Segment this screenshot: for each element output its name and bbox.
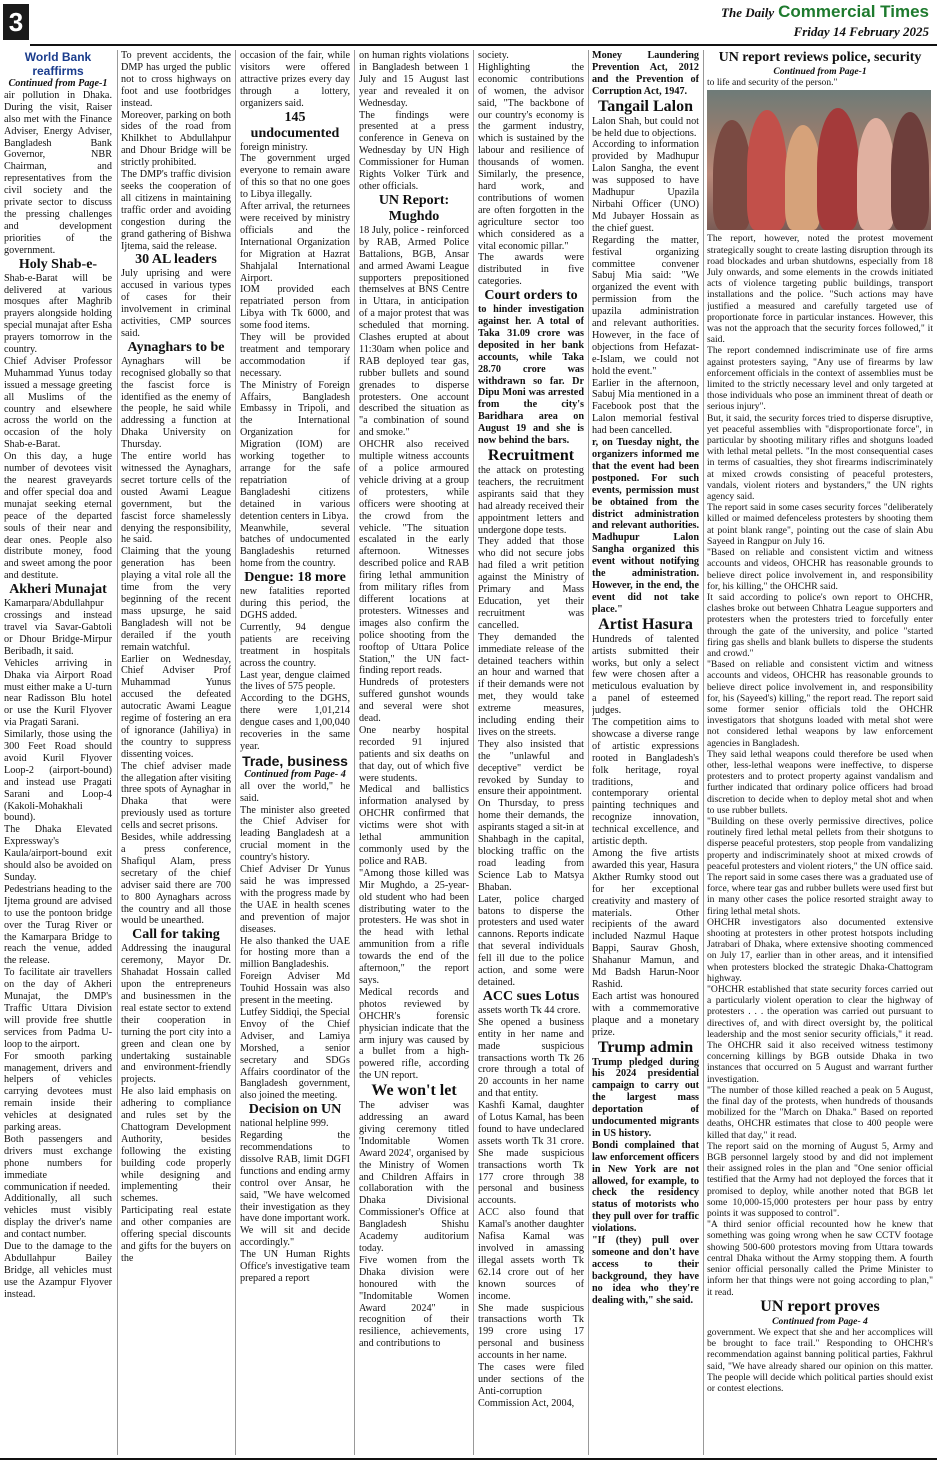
paragraph: Vehicles arriving in Dhaka via Airport Road must either make a U-turn near Radisson Blu hotel or use the Kuril Flyover via Pragati Sarani. [4,657,112,729]
paragraph: "If (they) pull over someone and don't have access to their background, they have no idea who they're dealing with," she said. [592,1235,699,1306]
paragraph: ACC also found that Kamal's another daughter Nafisa Kamal was involved in amassing illegal assets worth Tk 62.14 crore out of her known sources of income. [478,1207,584,1302]
paragraph: occasion of the fair, while visitors were offered attractive prizes every day through a lottery, organizers said. [240,50,350,109]
paragraph: "Building on these overly permissive directives, police routinely fired lethal metal pellets from their shotguns to disperse peaceful protesters, stop people from vandalizing property and indiscriminately shoot at mixed crowds of peaceful protesters and violent rioters," the UN office said. [707,815,933,872]
headline-recruitment: Recruitment [487,447,575,464]
paragraph: Lalon Shah, but could not be held due to objections. [592,115,699,139]
paragraph: Addressing the inaugural ceremony, Mayor Dr. Shahadat Hossain called upon the entrepreneurs and businessmen in the real estate sector to extend their cooperation in turning the port city into a green and clean one by undertaking sustainable and environment-friendly projects. [121,943,231,1086]
paragraph: The entire world has witnessed the Aynaghars, secret torture cells of the ousted Awami League government, but the fascist force shamelessly denying the responsibility, he said. [121,451,231,546]
column-divider [354,50,355,1455]
headline-dengue: Dengue: 18 more [244,570,346,586]
paragraph: government. We expect that she and her accomplices will be brought to face trail." Responding to OHCHR's recommendation against banning political parties, Fakhrul said, "We have already shared our opinion on this matter. The people will decide which political parties should exist or contest elections. [707,1326,933,1394]
paragraph: "A third senior official recounted how he knew that something was going wrong when he saw CCTV footage showing 500-600 protestors moving from Uttara towards central Dhaka without the Army stopping them. A fourth senior official personally called the Prime Minister to inform her that things were not going according to plan," it read. [707,1219,933,1298]
headline-holy-shab: Holy Shab-e- [18,256,98,272]
paragraph: Aynaghars will be recognised globally so that the fascist force is identified as the enemy of the people, he said while addressing a function at Dhaka University on Thursday. [121,355,231,451]
protest-photo [707,90,931,230]
headline-un-report-proves: UN report proves [760,1297,880,1315]
column-divider [473,50,474,1455]
paragraph: After arrival, the returnees were received by ministry officials and the International Organization for Migration at Hazrat Shahjalal International Airport. [240,201,350,284]
headline-tangail-lalon: Tangail Lalon [597,97,693,115]
paragraph: Moreover, parking on both sides of the road from Khilkhet to Abdullahpur and Dhour Bridge will be strictly prohibited. [121,109,231,169]
column-1 [4,50,112,1458]
paper-prefix: The Daily [721,5,775,20]
page-number: 3 [3,4,29,40]
paragraph: society. [478,50,509,61]
column-7 [707,50,933,1458]
paragraph: Bondi complained that law enforcement officers in New York are not allowed, for example, to check the residency status of motorists who they pull over for traffic violations. [592,1139,699,1235]
paragraph: Highlighting the economic contributions of women, the advisor said, "The backbone of our country's economy is the garment industry, which is sustained by the labour and resilience of thousands of women. Similarly, the presence, hard work, and contributions of women are often forgotten in the agriculture sector too which considered as a vital economic pillar." [478,61,584,252]
paragraph: "The number of those killed reached a peak on 5 August, the final day of the protests, when hundreds of thousands mobilized for the "March on Dhaka." Based on reported deaths, OHCHR estimates that close to 400 people were killed that day," it read. [707,1084,933,1141]
paragraph: The findings were presented at a press conference in Geneva on Wednesday by UN High Commissioner for Human Rights Volker Türk and other officials. [359,109,469,192]
paragraph: Regarding the matter, festival organizing committee convener Sabuj Mia said: "We organized the event with permission from the upazila administration and relevant authorities. However, in the face of objections from Hefazat-e-Islam, we could not hold the event." [592,234,699,377]
paragraph: Currently, 94 dengue patients are receiving treatment in hospitals across the country. [240,621,350,669]
paragraph: Hundreds of talented artists submitted their works, but only a select few were chosen after a meticulous evaluation by a panel of esteemed judges. [592,633,699,717]
paragraph: They said lethal weapons could therefore be used when other, less-lethal weapons were ineffective, to disperse protesters and to protect property against vandalism and further indicated that ordinary police officers had broad discretion to decide when to deploy metal shot and when to use rubber bullets. [707,748,933,816]
paragraph: Hundreds of protesters suffered gunshot wounds and several were shot dead. [359,677,469,725]
paragraph: Earlier in the afternoon, Sabuj Mia mentioned in a Facebook post that the Lalon memorial festival had been cancelled. [592,377,699,437]
paragraph: According to information provided by Madhupur Lalon Sangha, the event was supposed to have Madhupur Upazila Nirbahi Officer (UNO) Md Jubayer Hossain as the chief guest. [592,139,699,234]
headline-un-report-reviews: UN report reviews police, security [718,50,922,65]
paragraph: "Based on reliable and consistent victim and witness accounts and videos, OHCHR has reasonable grounds to believe direct police involvement in, and responsibility for, his killing," the OHCHR said. [707,547,933,592]
paragraph: the attack on protesting teachers, the recruitment aspirants said that they had already received their appointment letters and undergone dope tests. [478,465,584,536]
paragraph: new fatalities reported during this period, the DGHS added. [240,586,350,621]
paragraph: Five women from the Dhaka division were honoured with the "Indomitable Women Award 2024" in recognition of their resilience, achievements, and contributions to [359,1254,469,1350]
paragraph: The report said in some cases there was a graduated use of force, where tear gas and rubber bullets were used first but in many other cases the police resorted straight away to firing lethal metal shots. [707,871,933,917]
paragraph: He also thanked the UAE for hosting more than a million Bangladeshis. [240,935,350,971]
column-divider [117,50,118,1455]
paragraph: They demanded the immediate release of the detained teachers within an hour and warned that if their demands were not met, they would take extreme measures, including ending their lives on the streets. [478,631,584,738]
paragraph: Lutfey Siddiqi, the Special Envoy of the Chief Adviser, and Lamiya Morshed, a senior secretary and SDGs Affairs coordinator of the Bangladesh government, also joined the meeting. [240,1006,350,1102]
paragraph: The cases were filed under sections of the Anti-corruption Commission Act, 2004, [478,1362,584,1409]
column-2 [121,50,231,1458]
paragraph: to life and security of the person." [707,77,838,89]
paragraph: It said according to police's own report to OHCHR, clashes broke out between Chhatra League supporters and protesters when the protesters tried to forcefully enter through the gate of the university, and police "started firing gas shells and blank bullets to disperse the students and crowd." [707,591,933,659]
paragraph: Last year, dengue claimed the lives of 575 people. [240,669,350,693]
paragraph: Additionally, all such vehicles must visibly display the driver's name and contact number. [4,1193,112,1241]
paragraph: Medical records and photos reviewed by OHCHR's forensic physician indicate that the arm injury was caused by a bullet from a high-powered rifle, according the UN report. [359,986,469,1082]
headline-trade-business: Trade, business [242,752,348,769]
paragraph: But, it said, the security forces tried to disperse disruptive, yet peaceful assemblies with "disproportionate force", in particular by shooting military rifles and shotguns loaded with lethal metal pellets. "In the most consequential cases in terms of casualties, they shot firearms indiscriminately at mixed crowds consisting of peaceful protesters, vandals, violent rioters and bystanders," the UN rights agency said. [707,412,933,503]
headline-artist-hasura: Artist Hasura [598,615,693,633]
headline-call-for-taking: Call for taking [132,927,220,943]
continued-label: Continued from Page- 4 [244,768,346,780]
paragraph: national helpline 999. [240,1118,329,1130]
paragraph: The Dhaka Elevated Expressway's Kaula/airport-bound exit should also be avoided on Sunday. [4,824,112,883]
paragraph: July uprising and were accused in various types of cases for their involvement in criminal activities, CMP sources said. [121,268,231,339]
paragraph: She made suspicious transactions worth Tk 199 crore using 17 personal and business accounts in her name. [478,1302,584,1362]
paragraph: The report, however, noted the protest movement strategically sought to create lasting disruption through its road blockades and urban shutdowns, especially from 18 July onwards, and some elements in the crowds initiated acts of violence targeting public buildings, transport installations and the police. "Such actions may have justified a measured and carefully targeted use of proportionate force in particular instances. However, this was not the approach that the security forces followed," it said. [707,233,933,346]
paragraph: Claiming that the young generation has been playing a vital role all the time from the very beginning of the recent mass upsurge, he said Bangladesh will not be derailed if the youth remain watchful. [121,546,231,653]
headline-undocumented: 145 undocumented [250,109,340,141]
paragraph: OHCHR also received multiple witness accounts of a police armoured vehicle driving at a group of protesters, while officers were shooting at the crowd from the vehicle. "The situation escalated in the early afternoon. Witnesses described police and RAB firing lethal ammunition from military rifles from different locations at protesters. Witnesses and images also confirm the police shooting from the rooftop of Uttara Police Station," the UN fact-finding report reads. [359,439,469,677]
paragraph: The minister also greeted the Chief Adviser for leading Bangladesh at a crucial moment in the country's history. [240,804,350,864]
continued-label: Continued from Page- 4 [772,1315,868,1327]
paragraph: Kashfi Kamal, daughter of Lotus Kamal, has been found to have undeclared assets worth Tk 31 crore. She made suspicious transactions worth Tk 177 crore through 38 personal and business accounts. [478,1100,584,1207]
paragraph: "Among those killed was Mir Mughdo, a 25-year-old student who had been distributing water to the protesters. He was shot in the head with lethal ammunition from a rifle towards the end of the afternoon," the report says. [359,867,469,986]
paragraph: On Thursday, to press home their demands, the aspirants staged a sit-in at Shahbagh in the capital, blocking traffic on the road leading from Science Lab to Matsya Bhaban. [478,798,584,893]
paragraph: Earlier on Wednesday, Chief Adviser Prof Muhammad Yunus accused the defeated autocratic Awami League regime of fostering an era of ignorance (Jahiliya) in the country to suppress dissenting voices. [121,653,231,760]
paragraph: Similarly, those using the 300 Feet Road should avoid Kuril Flyover Loop-2 (airport-bound) and instead use Pragati Sarani and Loop-4 (Kakoli-Mohakhali bound). [4,729,112,824]
paragraph: They added that those who did not secure jobs had filed a writ petition against the Ministry of Primary and Mass Education, yet their recruitment was cancelled. [478,536,584,631]
paragraph: The government urged everyone to remain aware of this so that no one goes to Libya illegally. [240,153,350,201]
paragraph: all over the world," he said. [240,780,350,804]
paragraph: Regarding the recommendations to dissolve RAB, limit DGFI functions and ending army control over Ansar, he said, "We have welcomed their investigation as they have done important work. We will sit and decide accordingly." [240,1130,350,1249]
headline-un-report-mughdo: UN Report: Mughdo [378,192,450,224]
header-rule [30,44,937,46]
paragraph: Chief Adviser Dr Yunus said he was impressed with the progress made by the UAE in health scenes and prevention of major diseases. [240,864,350,935]
headline-acc-sues-lotus: ACC sues Lotus [482,988,580,1004]
paragraph: on human rights violations in Bangladesh between 1 July and 15 August last year and revealed it on Wednesday. [359,50,469,109]
column-divider [235,50,236,1455]
paragraph: To facilitate air travellers on the day of Akheri Munajat, the DMP's Traffic Uttara Division will provide free shuttle services from Padma U-loop to the airport. [4,967,112,1050]
column-divider [703,50,704,1455]
paragraph: The DMP's traffic division seeks the cooperation of all citizens in maintaining traffic order and avoiding congestion during the grand gathering of Bishwa Ijtema, said the release. [121,169,231,252]
paragraph: The Ministry of Foreign Affairs, Bangladesh Embassy in Tripoli, and the International Organization for Migration (IOM) are working together to arrange for the safe repatriation of Bangladeshi citizens detained in various detention centers in Libya. [240,379,350,522]
paragraph: Meanwhile, several batches of undocumented Bangladeshis returned home from the country. [240,522,350,570]
paragraph: air pollution in Dhaka. During the visit, Raiser also met with the Finance Adviser, Energy Adviser, Bangladesh Bank Governor, NBR Chairman, and representatives from the civil society and the private sector to discuss the pressing challenges and development priorities of the government. [4,89,112,256]
paragraph: assets worth Tk 44 crore. [478,1004,581,1016]
paragraph: The competition aims to showcase a diverse range of artistic expressions rooted in Bangladesh's folk heritage, royal traditions, and contemporary oriental painting techniques and recognize innovation, technical excellence, and artistic depth. [592,717,699,848]
column-6 [592,50,699,1458]
paragraph: Pedestrians heading to the Ijtema ground are advised to use the pontoon bridge over the Turag River or the Kamarpara Bridge to reach the venue, added the release. [4,883,112,967]
headline-al-leaders: 30 AL leaders [135,252,217,268]
paragraph: Money Laundering Prevention Act, 2012 and the Prevention of Corruption Act, 1947. [592,50,699,97]
issue-date: Friday 14 February 2025 [793,24,929,39]
headline-trump-admin: Trump admin [597,1038,694,1056]
paragraph: Both passengers and drivers must exchange phone numbers for immediate communication if needed. [4,1133,112,1193]
paragraph: To prevent accidents, the DMP has urged the public not to cross highways on foot and use footbridges instead. [121,50,231,109]
paragraph: to hinder investigation against her. A total of Taka 31.09 crore was deposited in her bank accounts, while Taka 28.70 crore was withdrawn so far. Dr Dipu Moni was arrested from the city's Baridhara area on August 19 and she is now behind the bars. [478,304,584,447]
continued-label: Continued from Page-1 [8,78,108,89]
paragraph: Due to the damage to the Abdullahpur Bailey Bridge, all vehicles must use the Azampur Flyover instead. [4,1241,112,1300]
paragraph: OHCHR investigators also documented extensive shooting at protesters in other protest hotspots including Jatrabari of Dhaka, where extensive shooting commenced on July 17, earlier than in other areas, and it intensified when protesters blocked the strategic Dhaka-Chattogram highway. [707,916,933,984]
paragraph: Trump pledged during his 2024 presidential campaign to carry out the largest mass deportation of undocumented migrants in US history. [592,1056,699,1139]
page-header [0,0,937,44]
paragraph: Medical and ballistics information analysed by OHCHR confirmed that victims were shot with lethal ammunition commonly used by the police and RAB. [359,784,469,867]
paragraph: Among the five artists awarded this year, Hasura Akther Rumky stood out for her exceptional creativity and mastery of materials. Other recipients of the award included Nazmul Haque Bappi, Saurav Ghosh, Shahanur Mamun, and Md Badsh Harun-Noor Rashid. [592,848,699,990]
paragraph: One nearby hospital recorded 91 injured patients and six deaths on that day, out of which five were students. [359,724,469,784]
column-5 [478,50,584,1458]
paragraph: The report said in some cases security forces "deliberately killed or maimed defenceless protesters by shooting them at point blank range", pointing out the case of slain Abu Sayeed in Rangpur on July 16. [707,502,933,547]
paragraph: The awards were distributed in five categories. [478,252,584,288]
column-3 [240,50,350,1458]
paragraph: She opened a business entity in her name and made suspicious transactions worth Tk 26 crore through a total of 20 accounts in her name and that entity. [478,1016,584,1100]
paper-name: Commercial Times [778,2,929,21]
headline-court-orders: Court orders to [484,288,578,304]
paragraph: Chief Adviser Professor Muhammad Yunus today issued a message greeting all Muslims of the country and elsewhere across the world on the occasion of the holy Shab-e-Barat. [4,355,112,451]
paragraph: The UN Human Rights Office's investigative team prepared a report [240,1249,350,1284]
footer-rule [0,1458,937,1460]
paragraph: Later, police charged batons to disperse the protesters and used water cannons. Reports indicate that several individuals fell ill due to the police action, and some were detained. [478,893,584,988]
paragraph: They also insisted that the "unlawful and deceptive" verdict be revoked by Sunday to ensure their appointment. [478,738,584,798]
continued-label: Continued from Page-1 [773,66,867,77]
paragraph: Participating real estate and other companies are offering special discounts and gifts for the buyers on the [121,1205,231,1264]
paragraph: According to the DGHS, there were 1,01,214 dengue cases and 1,00,040 recoveries in the same year. [240,693,350,752]
paragraph: Shab-e-Barat will be delivered at various mosques after Maghrib prayers alongside holding special munajat after Esha prayers tomorrow in the country. [4,272,112,356]
paragraph: The chief adviser made the allegation after visiting three spots of Aynaghar in Dhaka that were previously used as torture cells and secret prisons. [121,760,231,832]
paragraph: Foreign Adviser Md Touhid Hossain was also present in the meeting. [240,971,350,1007]
headline-world-bank: World Bank reaffirms [24,50,92,78]
masthead [721,2,929,40]
paragraph: Besides, while addressing a press conference, Shafiqul Alam, press secretary of the chief adviser said there are 700 to 800 Aynaghars across the country and all those would be unearthed. [121,832,231,927]
paragraph: "OHCHR established that state security forces carried out a particularly violent operation to clear the highway of protesters . . . the operation was carried out pursuant to directives of, and with direct oversight by, the political leadership and the most senior security officials," it read. The OHCHR said it also received witness testimony concerning killings by BGB outside Dhaka in two instances that occurred on 5 August and warrant further investigation. [707,984,933,1085]
paragraph: foreign ministry. [240,141,308,153]
headline-akheri-munajat: Akheri Munajat [9,582,107,598]
paragraph: Kamarpara/Abdullahpur crossings and instead travel via Savar-Gabtoli or Dhour Bridge-Mirpur Beribadh, it said. [4,598,112,657]
paragraph: The report condemned indiscriminate use of fire arms against protesters saying, "Any use of firearms by law enforcement officials in the context of assemblies must be limited to the strictly necessary level and only targeted at those individuals who pose an imminent threat of death or serious injury". [707,345,933,413]
paragraph: r, on Tuesday night, the organizers informed me that the event had been postponed. For such events, permission must be obtained from the district administration and relevant authorities. Madhupur Lalon Sangha organized this event without notifying the administration. However, in the end, the event did not take place." [592,437,699,615]
paragraph: 18 July, police - reinforced by RAB, Armed Police Battalions, BGB, Ansar and armed Awami League supporters prepositioned themselves at BNS Centre in Uttara, in anticipation of a major protest that was scheduled that morning. Clashes erupted at about 11:30am when police and RAB deployed tear gas, rubber bullets and sound grenades to disperse protesters. One account described the situation as "a combination of sound and smoke." [359,224,469,439]
paragraph: They will be provided treatment and temporary accommodation if necessary. [240,332,350,379]
paragraph: "Based on reliable and consistent victim and witness accounts and videos, OHCHR has reasonable grounds to believe direct police involvement in, and responsibility for, his (Sayeed's) killing," the report read. The report said some former senior officials told the OHCHR investigators that shotguns loaded with metal shot were not considered lethal weapons by law enforcement agencies in Bangladesh. [707,659,933,749]
paragraph: Each artist was honoured with a commemorative plaque and a monetary prize. [592,990,699,1038]
paragraph: IOM provided each repatriated person from Libya with Tk 6000, and some food items. [240,284,350,332]
paragraph: For smooth parking management, drivers and helpers of vehicles carrying devotees must remain inside their vehicles at designated parking areas. [4,1050,112,1134]
paragraph: The adviser was addressing an award giving ceremony titled 'Indomitable Women Award 2024', organised by the Ministry of Women and Children Affairs in collaboration with the Dhaka Divisional Commissioner's Office at Bangladesh Shishu Academy auditorium today. [359,1100,469,1254]
headline-aynaghars: Aynaghars to be [127,339,225,355]
paragraph: On this day, a huge number of devotees visit the nearest graveyards and offer special doa and munajat seeking eternal peace of the departed souls of their near and dear ones. People also distribute money, food and sweet among the poor and destitute. [4,451,112,582]
paragraph: He also laid emphasis on adhering to compliance and rules set by the Chattogram Development Authority, besides following the existing building code properly while designing and implementing their schemes. [121,1086,231,1205]
headline-we-wont-let: We won't let [371,1082,457,1100]
paragraph: The report said on the morning of August 5, Army and BGB personnel largely stood by and did not implement their assigned roles in the plan and "One senior official testified that the Army had not deployed the forces that it promised to deploy, while another noted that BGB let some 10,000-15,000 protesters per hour pass by entry points it was supposed to control". [707,1140,933,1220]
column-4 [359,50,469,1458]
column-divider [588,50,589,1455]
headline-decision-on-un: Decision on UN [248,1102,342,1118]
